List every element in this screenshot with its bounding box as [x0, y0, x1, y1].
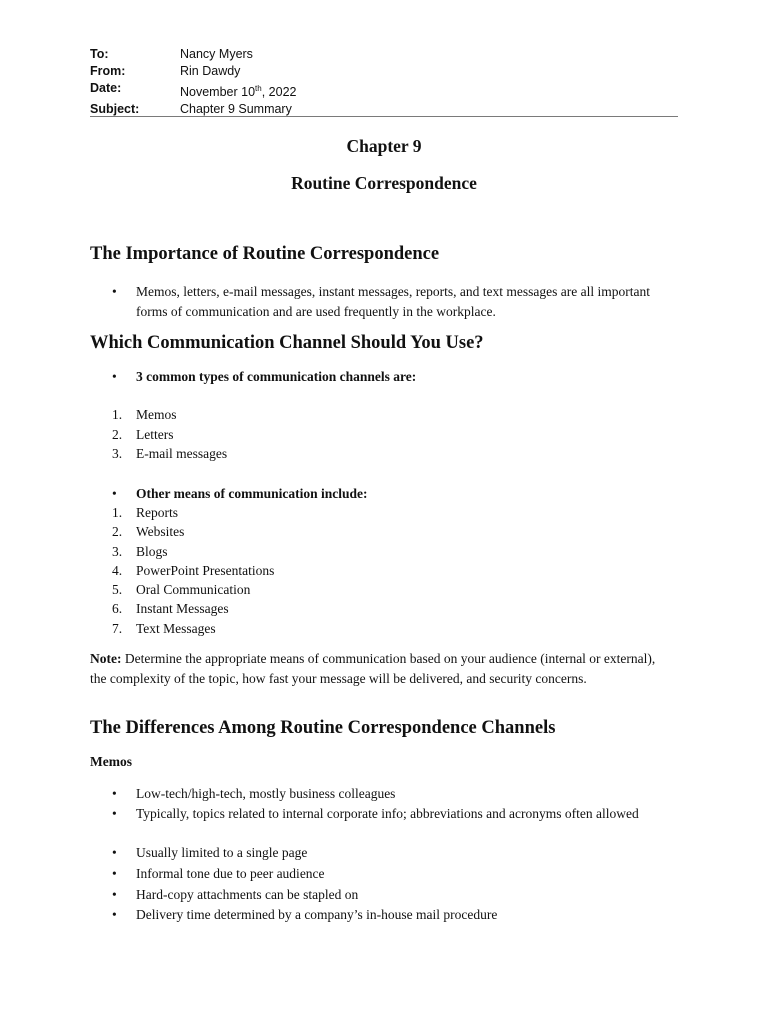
- list-item: [112, 561, 274, 581]
- bullet-icon: •: [112, 806, 117, 821]
- bullet-icon: •: [112, 866, 117, 881]
- list-item: [112, 405, 177, 425]
- list-text: Text Messages: [136, 621, 216, 636]
- list-item: [112, 619, 216, 639]
- date-year: , 2022: [261, 85, 297, 100]
- from-value: Rin Dawdy: [180, 64, 241, 78]
- note-text: Determine the appropriate means of communication based on your audience (internal or external), the complexity of the topic, how fast your message will be delivered, and security concerns.: [90, 651, 656, 686]
- list-number: 2.: [112, 524, 123, 539]
- to-row: [90, 46, 678, 63]
- list-item: [112, 425, 173, 445]
- bullet-icon: •: [112, 887, 117, 902]
- section-heading-differences: The Differences Among Routine Correspondence Channels: [90, 718, 556, 738]
- date-main: November 10: [180, 85, 256, 100]
- other-means-bullet: Other means of communication include:: [136, 486, 368, 501]
- to-value: Nancy Myers: [180, 47, 253, 61]
- note-paragraph: [90, 649, 670, 688]
- header-divider: [90, 116, 678, 117]
- list-number: 3.: [112, 544, 123, 559]
- list-number: 7.: [112, 621, 123, 636]
- memo-bullet-text: Delivery time determined by a company’s in-house mail procedure: [136, 907, 498, 922]
- note-label: Note:: [90, 651, 122, 666]
- common-types-bullet: 3 common types of communication channels are:: [136, 369, 417, 384]
- date-label: Date:: [90, 81, 122, 95]
- list-number: 6.: [112, 601, 123, 616]
- list-text: Memos: [136, 407, 177, 422]
- bullet-icon: •: [112, 369, 117, 384]
- list-number: 3.: [112, 446, 123, 461]
- bullet-icon: •: [112, 907, 117, 922]
- subject-label: Subject:: [90, 102, 140, 117]
- date-suffix: th: [255, 84, 262, 93]
- list-text: Letters: [136, 427, 174, 442]
- chapter-title: Chapter 9: [346, 136, 422, 156]
- list-number: 4.: [112, 563, 123, 578]
- memo-bullet-text: Usually limited to a single page: [136, 845, 308, 860]
- subject-value: Chapter 9 Summary: [180, 102, 292, 117]
- chapter-subtitle: Routine Correspondence: [291, 173, 477, 193]
- list-number: 1.: [112, 505, 123, 520]
- memos-subheading: Memos: [90, 754, 132, 769]
- from-row: [90, 63, 678, 80]
- list-text: PowerPoint Presentations: [136, 563, 275, 578]
- list-text: Websites: [136, 524, 185, 539]
- section-heading-channel: Which Communication Channel Should You Use?: [90, 333, 484, 353]
- memo-header: [90, 46, 678, 118]
- memo-bullet-text: Typically, topics related to internal corporate info; abbreviations and acronyms often allowed: [136, 806, 639, 821]
- to-label: To:: [90, 47, 109, 61]
- list-text: Blogs: [136, 544, 168, 559]
- list-item: [112, 522, 184, 542]
- importance-bullet-text: Memos, letters, e-mail messages, instant messages, reports, and text messages are all important forms of communication and are used frequently in the workplace.: [136, 284, 650, 319]
- list-item: [112, 599, 229, 619]
- list-number: 2.: [112, 427, 123, 442]
- bullet-icon: •: [112, 486, 117, 501]
- from-label: From:: [90, 64, 126, 78]
- memo-bullet-text: Hard-copy attachments can be stapled on: [136, 887, 359, 902]
- list-number: 1.: [112, 407, 123, 422]
- bullet-icon: •: [112, 845, 117, 860]
- bullet-icon: •: [112, 786, 117, 801]
- memo-bullet-text: Informal tone due to peer audience: [136, 866, 325, 881]
- list-item: [112, 580, 250, 600]
- list-item: [112, 444, 227, 464]
- section-heading-importance: The Importance of Routine Correspondence: [90, 244, 440, 264]
- list-item: [112, 542, 168, 562]
- list-text: Oral Communication: [136, 582, 251, 597]
- bullet-icon: •: [112, 284, 117, 299]
- list-item: [112, 503, 178, 523]
- list-text: Instant Messages: [136, 601, 229, 616]
- list-text: E-mail messages: [136, 446, 228, 461]
- memo-bullet-text: Low-tech/high-tech, mostly business colleagues: [136, 786, 396, 801]
- date-row: [90, 80, 678, 101]
- list-number: 5.: [112, 582, 123, 597]
- list-text: Reports: [136, 505, 178, 520]
- date-value: [180, 80, 678, 101]
